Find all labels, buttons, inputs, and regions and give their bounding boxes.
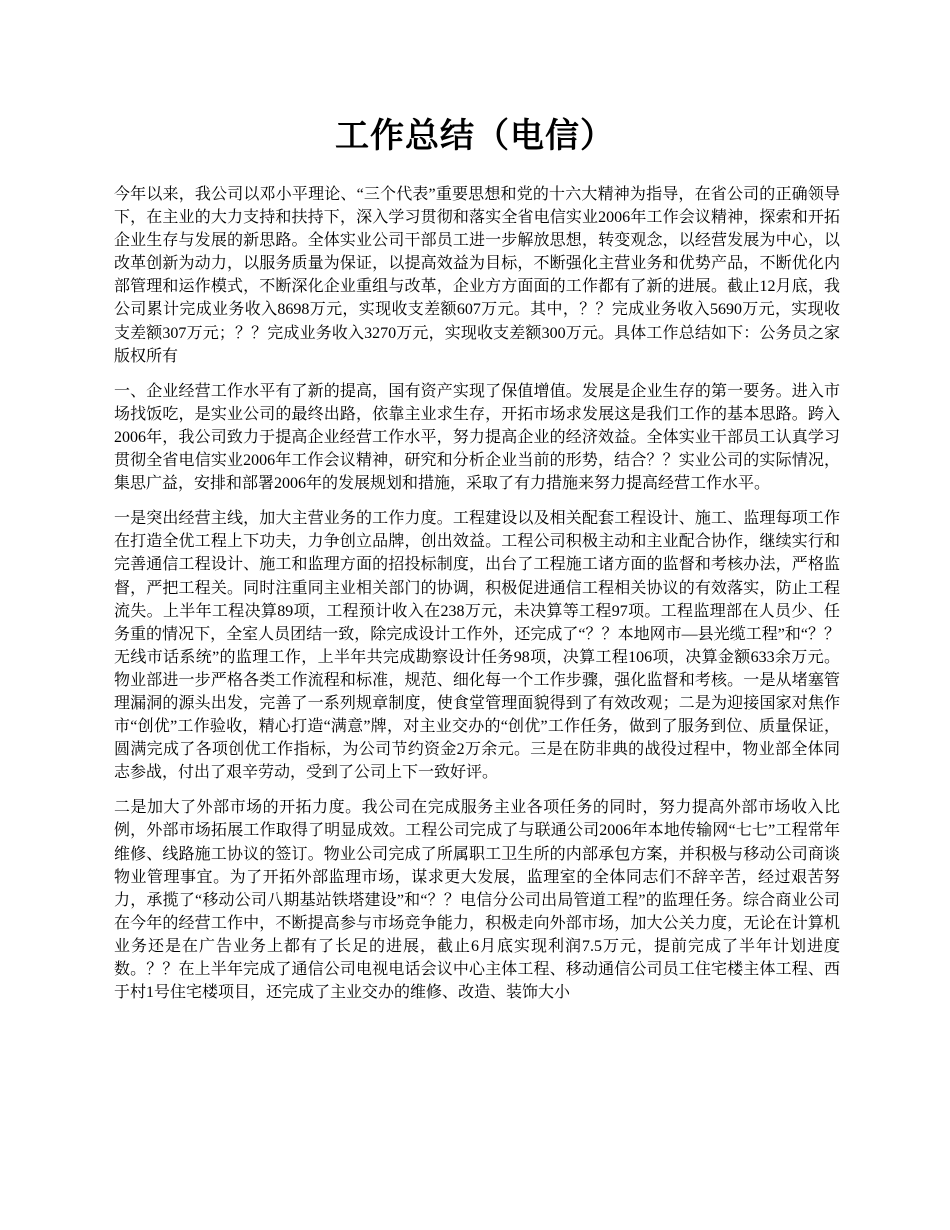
document-body — [114, 183, 840, 1016]
paragraph-main-business: 一是突出经营主线，加大主营业务的工作力度。工程建设以及相关配套工程设计、施工、监理每项工作在打造全优工程上下功夫，力争创立品牌，创出效益。工程公司积极主动和主业配合协作，继续实行和完善通信工程设计、施工和监理方面的招投标制度，出台了工程施工诸方面的监督和考核办法，严格监督，严把工程关。同时注重同主业相关部门的协调，积极促进通信工程相关协议的有效落实，防止工程流失。上半年工程决算89项，工程预计收入在238万元，未决算等工程97项。工程监理部在人员少、任务重的情况下，全室人员团结一致，除完成设计工作外，还完成了“？？本地网市—县光缆工程”和“？？无线市话系统”的监理工作，上半年共完成勘察设计任务98项，决算工程106项，决算金额633余万元。物业部进一步严格各类工作流程和标准，规范、细化每一个工作步骤，强化监督和考核。一是从堵塞管理漏洞的源头出发，完善了一系列规章制度，使食堂管理面貌得到了有效改观；二是为迎接国家对焦作市“创优”工作验收，精心打造“满意”牌，对主业交办的“创优”工作任务，做到了服务到位、质量保证，圆满完成了各项创优工作指标，为公司节约资金2万余元。三是在防非典的战役过程中，物业部全体同志参战，付出了艰辛劳动，受到了公司上下一致好评。 — [114, 510, 840, 782]
document-title: 工作总结（电信） — [335, 116, 615, 156]
paragraph-section-1: 一、企业经营工作水平有了新的提高，国有资产实现了保值增值。发展是企业生存的第一要务。进入市场找饭吃，是实业公司的最终出路，依靠主业求生存，开拓市场求发展这是我们工作的基本思路。跨入2006年，我公司致力于提高企业经营工作水平，努力提高企业的经济效益。全体实业干部员工认真学习贯彻全省电信实业2006年工作会议精神，研究和分析企业当前的形势，结合？？实业公司的实际情况，集思广益，安排和部署2006年的发展规划和措施，采取了有力措施来努力提高经营工作水平。 — [114, 382, 840, 493]
paragraph-external-market: 二是加大了外部市场的开拓力度。我公司在完成服务主业各项任务的同时，努力提高外部市场收入比例，外部市场拓展工作取得了明显成效。工程公司完成了与联通公司2006年本地传输网“七七”工程常年维修、线路施工协议的签订。物业公司完成了所属职工卫生所的内部承包方案，并积极与移动公司商谈物业管理事宜。为了开拓外部监理市场，谋求更大发展，监理室的全体同志们不辞辛苦，经过艰苦努力，承揽了“移动公司八期基站铁塔建设”和“？？电信分公司出局管道工程”的监理任务。综合商业公司在今年的经营工作中，不断提高参与市场竞争能力，积极走向外部市场，加大公关力度，无论在计算机业务还是在广告业务上都有了长足的进展，截止6月底实现利润7.5万元，提前完成了半年计划进度数。？？在上半年完成了通信公司电视电话会议中心主体工程、移动通信公司员工住宅楼主体工程、西于村1号住宅楼项目，还完成了主业交办的维修、改造、装饰大小 — [114, 799, 840, 1002]
paragraph-intro: 今年以来，我公司以邓小平理论、“三个代表”重要思想和党的十六大精神为指导，在省公司的正确领导下，在主业的大力支持和扶持下，深入学习贯彻和落实全省电信实业2006年工作会议精神，探索和开拓企业生存与发展的新思路。全体实业公司干部员工进一步解放思想，转变观念，以经营发展为中心，以改革创新为动力，以服务质量为保证，以提高效益为目标，不断强化主营业务和优势产品，不断优化内部管理和运作模式，不断深化企业重组与改革，企业方方面面的工作都有了新的进展。截止12月底，我公司累计完成业务收入8698万元，实现收支差额607万元。其中，？？完成业务收入5690万元，实现收支差额307万元；？？完成业务收入3270万元，实现收支差额300万元。具体工作总结如下：公务员之家版权所有 — [114, 186, 840, 365]
